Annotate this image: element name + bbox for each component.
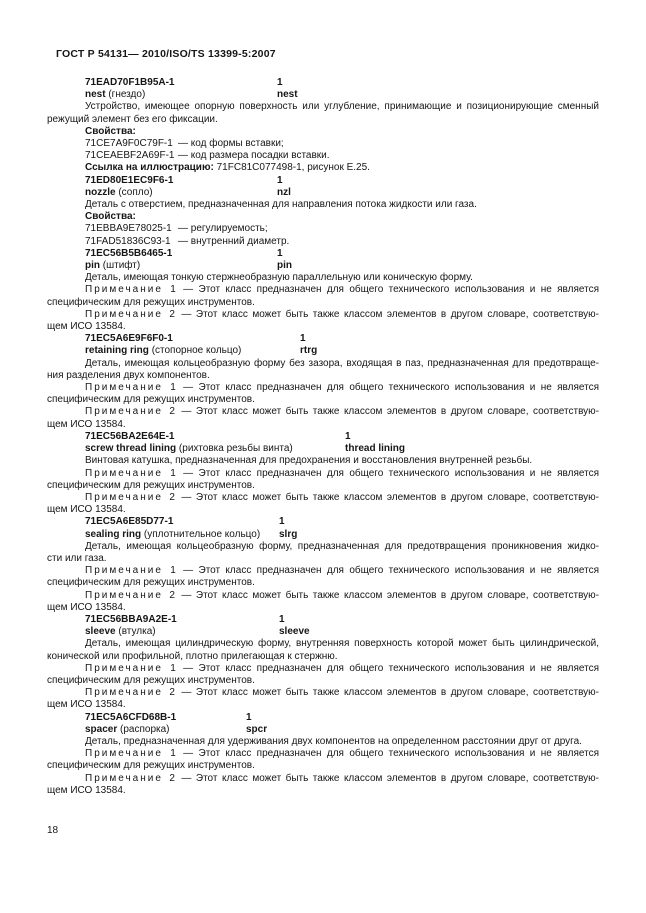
entry-term-line	[47, 187, 599, 199]
note-line	[47, 406, 599, 418]
note-line: щем ИСО 13584.	[47, 784, 126, 796]
note-label: Примечание 1	[85, 748, 178, 760]
entry-term: sleeve	[85, 626, 116, 638]
entry-term-line	[47, 626, 599, 638]
entry-term: retaining ring	[85, 345, 149, 357]
note-text: — Этот класс предназначен для общего технического использования и не является	[183, 662, 599, 674]
note-1	[47, 663, 599, 687]
properties-label: Свойства:	[85, 125, 136, 137]
entry-term-line	[47, 529, 599, 541]
entry-definition	[47, 541, 599, 565]
note-line	[47, 748, 599, 760]
definition-line: сти или газа.	[47, 552, 107, 564]
note-line: специфическим для режущих инструментов.	[47, 577, 255, 589]
note-line	[47, 468, 599, 480]
note-line	[47, 773, 599, 785]
note-line: щем ИСО 13584.	[47, 321, 126, 333]
property-text: — регулируемость;	[178, 223, 268, 235]
note-line: щем ИСО 13584.	[47, 601, 126, 613]
property-code: 71FAD51836C93-1	[85, 235, 171, 247]
note-label: Примечание 2	[85, 491, 177, 503]
definition-line: Деталь, имеющая цилиндрическую форму, внутренняя поверхность которой может быть цилиндрической,	[85, 638, 599, 650]
note-line: специфическим для режущих инструментов.	[47, 760, 255, 772]
entry-short-name: slrg	[279, 528, 298, 540]
note-label: Примечание 1	[85, 662, 178, 674]
note-2	[47, 406, 599, 430]
property-code: 71CEAEBF2A69F-1	[85, 150, 175, 162]
entry-code-line	[47, 77, 599, 89]
note-label: Примечание 1	[85, 382, 178, 394]
entry-definition: Деталь, предназначенная для удерживания двух компонентов на определенном расстоянии друг от друга.	[85, 735, 582, 747]
note-2	[47, 773, 599, 797]
entry-code: 71EC56B5B6465-1	[85, 247, 173, 259]
entry-code: 71EC5A6E85D77-1	[85, 516, 174, 528]
note-text: — Этот класс предназначен для общего технического использования и не является	[183, 467, 599, 479]
entry-nest	[47, 77, 599, 175]
definition-line: конической или профильной, плотно прилегающая к стержню.	[47, 650, 338, 662]
entry-sleeve	[47, 614, 599, 712]
definition-line: ния разделения двух компонентов.	[47, 369, 210, 381]
entry-term-ru: (уплотнительное кольцо)	[143, 528, 261, 540]
note-1	[47, 468, 599, 492]
entry-short-name: rtrg	[300, 345, 318, 357]
note-line	[47, 663, 599, 675]
entry-code-line	[47, 333, 599, 345]
entry-code-line	[47, 712, 599, 724]
definition-line: Деталь, имеющая кольцеобразную форму, предназначенная для предотвращения проникновения жидко-	[85, 540, 599, 552]
note-line	[47, 382, 599, 394]
note-line	[47, 590, 599, 602]
note-text: — Этот класс предназначен для общего технического использования и не является	[183, 284, 599, 296]
property-line	[47, 138, 599, 150]
entry-definition: Деталь, имеющая тонкую стержнеобразную параллельную или коническую форму.	[85, 272, 473, 284]
note-1	[47, 284, 599, 308]
entry-term-ru: (рихтовка резьбы винта)	[178, 443, 293, 455]
entry-term-ru: (гнездо)	[108, 89, 146, 101]
entry-term-ru: (распорка)	[120, 723, 170, 735]
note-label: Примечание 2	[85, 406, 177, 418]
entry-code: 71EAD70F1B95A-1	[85, 77, 175, 88]
note-2	[47, 492, 599, 516]
note-2	[47, 687, 599, 711]
entry-term-ru: (сопло)	[118, 186, 153, 198]
property-code: 71CE7A9F0C79F-1	[85, 138, 173, 150]
note-label: Примечание 1	[85, 467, 178, 479]
entry-term-line	[47, 724, 599, 736]
note-line: щем ИСО 13584.	[47, 418, 126, 430]
entry-definition	[47, 101, 599, 125]
note-line: щем ИСО 13584.	[47, 699, 126, 711]
entry-code: 71EC56BA2E64E-1	[85, 430, 175, 442]
note-label: Примечание 1	[85, 284, 178, 296]
entry-term: sealing ring	[85, 528, 142, 540]
entry-code: 71EC5A6CFD68B-1	[85, 711, 177, 723]
note-2	[47, 309, 599, 333]
note-1	[47, 565, 599, 589]
note-text: — Этот класс предназначен для общего технического использования и не является	[183, 748, 599, 760]
entry-definition	[47, 638, 599, 662]
entry-short-name: thread lining	[345, 443, 405, 455]
entry-short-name: nest	[277, 89, 298, 101]
note-line: специфическим для режущих инструментов.	[47, 296, 255, 308]
note-line: щем ИСО 13584.	[47, 504, 126, 516]
entry-version: 1	[345, 430, 351, 442]
entry-version: 1	[277, 247, 283, 259]
properties-label: Свойства:	[85, 211, 136, 223]
entry-version: 1	[277, 77, 283, 88]
note-text: — Этот класс может быть также классом элементов в другом словаре, соответствую-	[181, 491, 599, 503]
entry-term-ru: (втулка)	[118, 626, 156, 638]
entry-term: screw thread lining	[85, 443, 177, 455]
note-line	[47, 284, 599, 296]
definition-line: Деталь, имеющая кольцеобразную форму без зазора, входящая в паз, предназначенная для предотвраще-	[85, 357, 599, 369]
entry-screw-thread-lining	[47, 431, 599, 516]
property-line	[47, 236, 599, 248]
entry-version: 1	[279, 516, 285, 528]
entry-short-name: nzl	[277, 186, 291, 198]
property-line	[47, 223, 599, 235]
entry-term-ru: (штифт)	[102, 260, 141, 272]
note-label: Примечание 2	[85, 308, 177, 320]
gost-header: ГОСТ Р 54131— 2010/ISO/TS 13399-5:2007	[56, 48, 276, 60]
dictionary-entries	[47, 77, 599, 797]
note-1	[47, 382, 599, 406]
entry-definition: Деталь с отверстием, предназначенная для направления потока жидкости или газа.	[85, 199, 477, 211]
entry-pin	[47, 248, 599, 333]
entry-term: nozzle	[85, 186, 116, 198]
entry-code-line	[47, 614, 599, 626]
entry-term-ru: (стопорное кольцо)	[151, 345, 242, 357]
note-label: Примечание 2	[85, 687, 177, 699]
note-text: — Этот класс предназначен для общего технического использования и не является	[183, 382, 599, 394]
entry-nozzle	[47, 175, 599, 248]
entry-code-line	[47, 175, 599, 187]
entry-short-name: sleeve	[279, 626, 310, 638]
entry-term-line	[47, 345, 599, 357]
entry-code-line	[47, 431, 599, 443]
note-line	[47, 565, 599, 577]
property-code: 71EBBA9E78025-1	[85, 223, 172, 235]
entry-short-name: pin	[277, 260, 292, 272]
entry-definition	[47, 358, 599, 382]
note-text: — Этот класс может быть также классом элементов в другом словаре, соответствую-	[181, 589, 599, 601]
note-text: — Этот класс может быть также классом элементов в другом словаре, соответствую-	[181, 406, 599, 418]
note-text: — Этот класс предназначен для общего технического использования и не является	[183, 565, 599, 577]
note-label: Примечание 2	[85, 772, 177, 784]
illustration-ref-label: Ссылка на иллюстрацию:	[85, 162, 214, 174]
entry-code-line	[47, 248, 599, 260]
note-2	[47, 590, 599, 614]
entry-version: 1	[277, 174, 283, 186]
note-line	[47, 492, 599, 504]
definition-line: Устройство, имеющее опорную поверхность или углубление, принимающие и позиционирующие сменный	[85, 101, 599, 113]
entry-sealing-ring	[47, 516, 599, 614]
entry-spacer	[47, 712, 599, 797]
note-label: Примечание 2	[85, 589, 177, 601]
entry-retaining-ring	[47, 333, 599, 431]
property-text: — внутренний диаметр.	[178, 235, 290, 247]
note-line: специфическим для режущих инструментов.	[47, 674, 255, 686]
entry-version: 1	[279, 613, 285, 625]
note-text: — Этот класс может быть также классом элементов в другом словаре, соответствую-	[181, 308, 599, 320]
note-line	[47, 309, 599, 321]
entry-code-line	[47, 516, 599, 528]
entry-definition: Винтовая катушка, предназначенная для предохранения и восстановления внутренней резьбы.	[85, 455, 533, 467]
property-line	[47, 150, 599, 162]
entry-code: 71ED80E1EC9F6-1	[85, 174, 174, 186]
definition-line: режущий элемент без его фиксации.	[47, 113, 218, 125]
entry-term: spacer	[85, 723, 118, 735]
entry-short-name: spcr	[246, 723, 268, 735]
entry-term-line	[47, 443, 599, 455]
note-1	[47, 748, 599, 772]
entry-version: 1	[246, 711, 252, 723]
property-text: — код размера посадки вставки.	[178, 150, 330, 162]
entry-version: 1	[300, 333, 306, 345]
note-text: — Этот класс может быть также классом элементов в другом словаре, соответствую-	[181, 772, 599, 784]
entry-term-line	[47, 89, 599, 101]
page-number: 18	[47, 825, 59, 836]
entry-term-line	[47, 260, 599, 272]
note-text: — Этот класс может быть также классом элементов в другом словаре, соответствую-	[181, 687, 599, 699]
entry-code: 71EC5A6E9F6F0-1	[85, 333, 173, 345]
entry-code: 71EC56BBA9A2E-1	[85, 613, 177, 625]
illustration-ref-line	[47, 162, 599, 174]
note-line: специфическим для режущих инструментов.	[47, 479, 255, 491]
illustration-ref-value: 71FC81C077498-1, рисунок Е.25.	[216, 162, 370, 174]
note-line: специфическим для режущих инструментов.	[47, 394, 255, 406]
note-line	[47, 687, 599, 699]
property-text: — код формы вставки;	[178, 138, 284, 150]
entry-term: pin	[85, 260, 100, 272]
note-label: Примечание 1	[85, 565, 178, 577]
entry-term: nest	[85, 89, 106, 101]
